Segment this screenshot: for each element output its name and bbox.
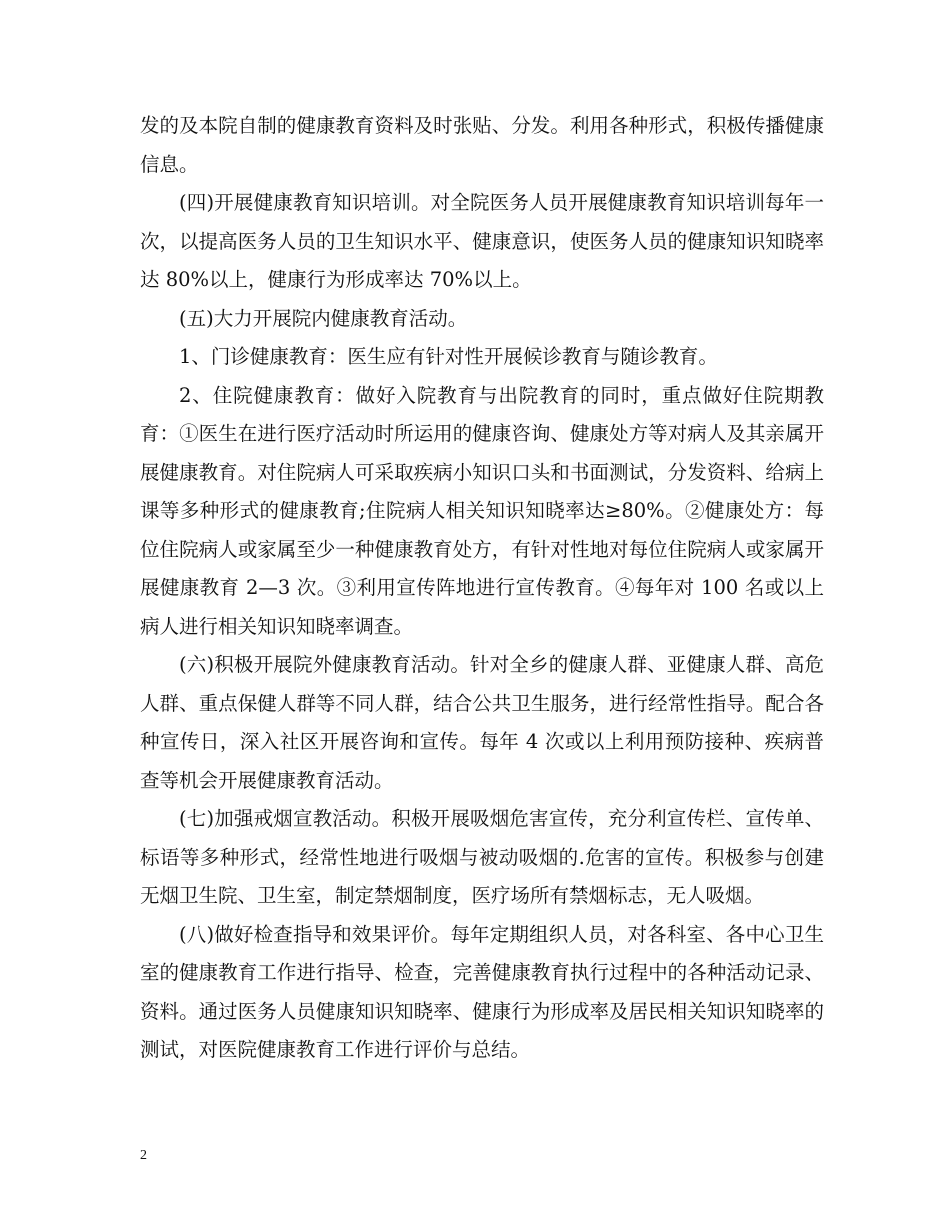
paragraph-continuation: 发的及本院自制的健康教育资料及时张贴、分发。利用各种形式，积极传播健康信息。 [140,114,824,176]
paragraph-section-8-evaluation: (八)做好检查指导和效果评价。每年定期组织人员，对各科室、各中心卫生室的健康教育工作进行指导、检查，完善健康教育执行过程中的各种活动记录、资料。通过医务人员健康知识知晓率、健康行为形成率及居民相关知识知晓率的测试，对医院健康教育工作进行评价与总结。 [140,922,824,1061]
paragraph-section-5-heading: (五)大力开展院内健康教育活动。 [179,306,468,330]
paragraph-inpatient-education: 2、住院健康教育：做好入院教育与出院教育的同时，重点做好住院期教育：①医生在进行医疗活动时所运用的健康咨询、健康处方等对病人及其亲属开展健康教育。对住院病人可采取疾病小知识口头和书面测试，分发资料、给病上课等多种形式的健康教育;住院病人相关知识知晓率达≥80%。②健康处方：每位住院病人或家属至少一种健康教育处方，有针对性地对每位住院病人或家属开展健康教育 2—3 次。③利用宣传阵地进行宣传教育。④每年对 100 名或以上病人进行相关知识知晓率调查。 [140,383,824,638]
document-body [140,107,824,1070]
paragraph-section-7-smoking: (七)加强戒烟宣教活动。积极开展吸烟危害宣传，充分利宣传栏、宣传单、标语等多种形式，经常性地进行吸烟与被动吸烟的.危害的宣传。积极参与创建无烟卫生院、卫生室，制定禁烟制度，医疗场所有禁烟标志，无人吸烟。 [140,807,824,907]
paragraph-section-4-training: (四)开展健康教育知识培训。对全院医务人员开展健康教育知识培训每年一次，以提高医务人员的卫生知识水平、健康意识，使医务人员的健康知识知晓率达 80%以上，健康行为形成率达 70%以上。 [140,191,824,291]
page-number: 2 [140,1148,147,1163]
paragraph-section-6-outreach: (六)积极开展院外健康教育活动。针对全乡的健康人群、亚健康人群、高危人群、重点保健人群等不同人群，结合公共卫生服务，进行经常性指导。配合各种宣传日，深入社区开展咨询和宣传。每年 4 次或以上利用预防接种、疾病普查等机会开展健康教育活动。 [140,653,824,792]
paragraph-outpatient-education: 1、门诊健康教育：医生应有针对性开展候诊教育与随诊教育。 [179,345,718,368]
